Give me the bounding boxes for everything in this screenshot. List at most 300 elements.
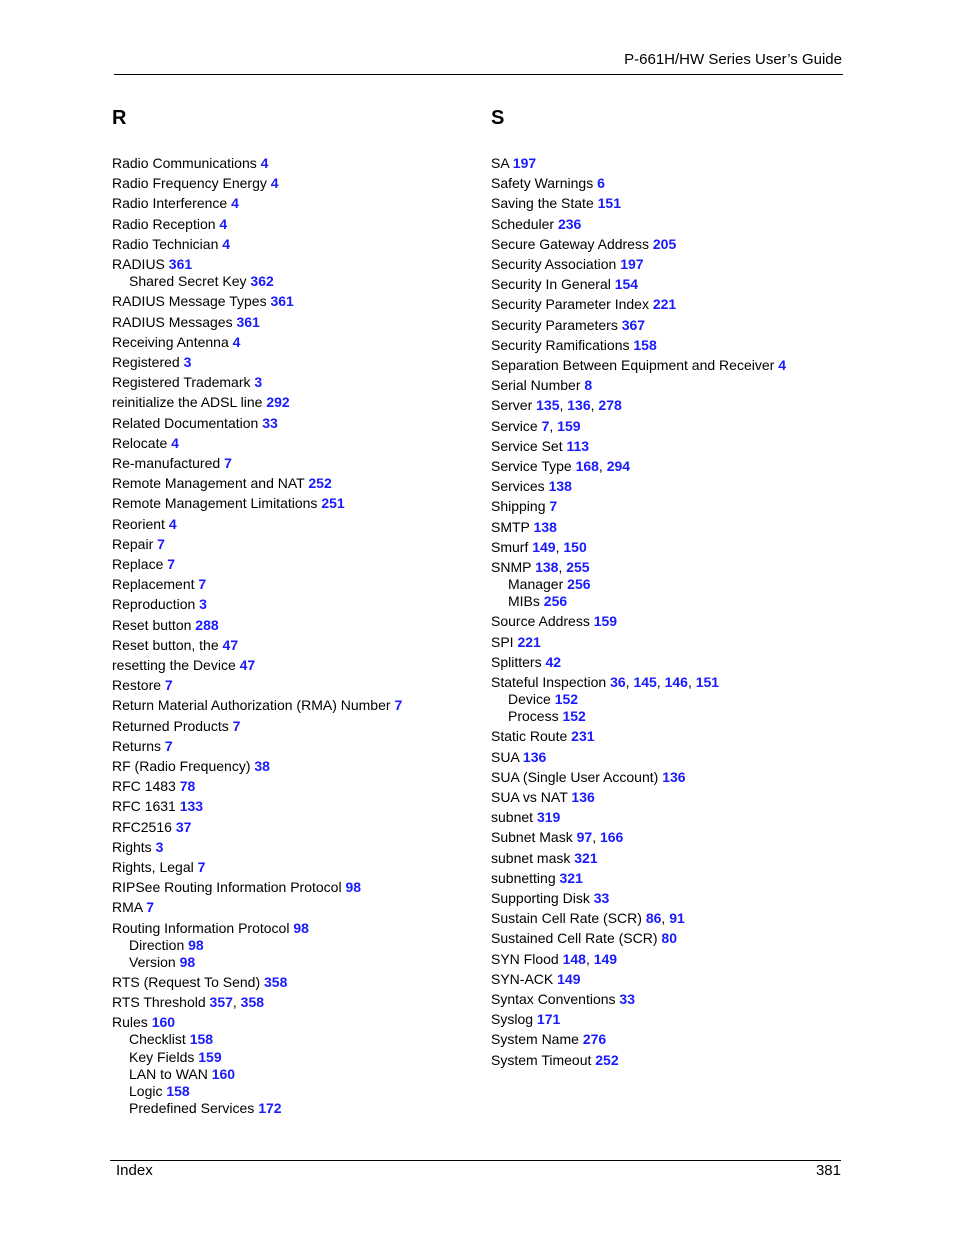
- index-term: Server: [491, 397, 533, 414]
- page-link[interactable]: 160: [211, 1065, 236, 1082]
- page-link[interactable]: 7: [157, 535, 165, 552]
- page-link[interactable]: 294: [606, 458, 631, 474]
- page-link[interactable]: 78: [179, 778, 196, 795]
- page-link[interactable]: 7: [164, 677, 173, 694]
- page-link[interactable]: 7: [232, 717, 241, 734]
- index-term: SUA: [491, 748, 520, 765]
- index-subentry: [112, 1049, 222, 1066]
- page-link[interactable]: 358: [240, 994, 265, 1011]
- index-entry: [491, 236, 676, 253]
- index-entry: [112, 394, 290, 411]
- index-term: RTS (Request To Send): [112, 973, 261, 990]
- page-link[interactable]: 236: [557, 215, 582, 232]
- index-entry: [112, 617, 219, 634]
- page-link[interactable]: 136: [571, 789, 595, 805]
- page-link[interactable]: 321: [574, 849, 598, 866]
- page-link[interactable]: 91: [669, 910, 685, 927]
- index-term: RMA: [112, 899, 143, 916]
- page-link[interactable]: 221: [652, 296, 677, 313]
- page-link[interactable]: 276: [582, 1031, 607, 1048]
- page-link[interactable]: 358: [264, 973, 288, 990]
- index-term: SYN Flood: [491, 950, 559, 967]
- page-link[interactable]: 80: [661, 930, 677, 947]
- page-link[interactable]: 7: [167, 555, 176, 572]
- index-term: Security Association: [491, 256, 617, 272]
- index-entry: [491, 749, 546, 766]
- page-link[interactable]: 138: [548, 478, 572, 495]
- page-link[interactable]: 149: [557, 970, 581, 987]
- page-link[interactable]: 145: [633, 674, 657, 690]
- page-link[interactable]: 256: [543, 593, 568, 610]
- index-term: Restore: [112, 677, 162, 694]
- index-term: Receiving Antenna: [112, 333, 229, 350]
- footer-page-number: 381: [815, 1162, 841, 1179]
- index-term: Syslog: [491, 1011, 534, 1028]
- page-link[interactable]: 292: [266, 394, 290, 411]
- index-term: Reset button, the: [112, 636, 219, 653]
- index-term: RADIUS Messages: [112, 313, 233, 330]
- index-entry: [112, 236, 230, 253]
- index-term: Service Type: [491, 458, 572, 474]
- page-link[interactable]: 7: [541, 417, 550, 434]
- page-link[interactable]: 149: [532, 538, 556, 555]
- page-link[interactable]: 158: [166, 1082, 190, 1099]
- index-term: Return Material Authorization (RMA) Number: [112, 697, 391, 714]
- page-link[interactable]: 6: [597, 175, 605, 192]
- index-term: Scheduler: [491, 215, 555, 232]
- index-entry: [491, 155, 536, 172]
- index-term: Shared Secret Key: [129, 273, 247, 290]
- index-entry: [112, 475, 332, 492]
- index-entry: [491, 357, 786, 374]
- page-link[interactable]: 98: [345, 879, 362, 896]
- index-term: Key Fields: [129, 1048, 195, 1065]
- index-entry: SYN Flood 148, 149: [491, 950, 618, 967]
- page-link[interactable]: 4: [232, 333, 241, 350]
- index-term: LAN to WAN: [129, 1065, 208, 1082]
- index-term: Radio Technician: [112, 235, 219, 252]
- index-term: Splitters: [491, 653, 542, 670]
- index-subentry: [491, 691, 578, 708]
- letter-heading-s: S: [491, 107, 505, 129]
- page-link[interactable]: 36: [610, 674, 626, 690]
- index-entry: [112, 596, 207, 613]
- index-term: RFC2516: [112, 818, 172, 835]
- index-term: SUA (Single User Account): [491, 768, 659, 785]
- index-entry: Server 135, 136, 278: [491, 397, 622, 414]
- index-entry: [491, 195, 621, 212]
- index-term: SYN-ACK: [491, 970, 554, 987]
- index-term: SMTP: [491, 518, 530, 535]
- index-term: Security Parameter Index: [491, 296, 649, 313]
- index-term: Serial Number: [491, 377, 581, 394]
- index-entry: [112, 758, 270, 775]
- page-link[interactable]: 256: [567, 576, 591, 593]
- index-term: subnet mask: [491, 849, 571, 866]
- index-entry: [491, 519, 557, 536]
- index-entry: [112, 314, 260, 331]
- page-link[interactable]: 148: [562, 950, 586, 967]
- index-term: Services: [491, 478, 545, 495]
- index-subentry: [491, 708, 586, 725]
- index-term: Security In General: [491, 276, 611, 293]
- page-link[interactable]: 47: [222, 636, 239, 653]
- index-entry: Service Type 168, 294: [491, 458, 631, 474]
- page-link[interactable]: 98: [179, 953, 196, 970]
- page-link[interactable]: 205: [652, 235, 677, 252]
- index-term: System Name: [491, 1031, 579, 1048]
- index-entry: [112, 536, 165, 553]
- index-term: SUA vs NAT: [491, 789, 568, 805]
- index-term: reinitialize the ADSL line: [112, 394, 263, 411]
- index-entry: [491, 276, 638, 293]
- page-link[interactable]: 159: [593, 613, 618, 630]
- page-link[interactable]: 3: [254, 374, 263, 391]
- index-entry: [112, 899, 154, 916]
- page-link[interactable]: 154: [614, 276, 639, 293]
- header-rule: [114, 74, 843, 75]
- index-entry: [491, 930, 677, 947]
- index-term: Radio Reception: [112, 215, 216, 232]
- page-link[interactable]: 4: [222, 235, 231, 252]
- index-term: RFC 1483: [112, 778, 176, 795]
- index-term: Source Address: [491, 613, 590, 630]
- index-term: SPI: [491, 633, 514, 650]
- page-link[interactable]: 138: [535, 559, 559, 575]
- index-term: Direction: [129, 936, 185, 953]
- index-entry: [112, 576, 206, 593]
- index-entry: [112, 718, 240, 735]
- index-entry: [491, 850, 598, 867]
- page-link[interactable]: 221: [517, 633, 541, 650]
- index-term: SNMP: [491, 559, 532, 575]
- page-link[interactable]: 47: [239, 656, 256, 673]
- index-term: Replace: [112, 555, 164, 572]
- page-link[interactable]: 38: [254, 757, 270, 774]
- index-entry: Subnet Mask 97, 166: [491, 829, 624, 846]
- index-entry: [491, 1031, 606, 1048]
- footer-rule: [110, 1160, 841, 1161]
- page-link[interactable]: 361: [168, 256, 193, 272]
- index-term: Radio Frequency Energy: [112, 175, 267, 192]
- page-link[interactable]: 171: [536, 1011, 561, 1028]
- index-term: Supporting Disk: [491, 890, 590, 906]
- index-term: Logic: [129, 1082, 163, 1099]
- page-link[interactable]: 42: [545, 653, 562, 670]
- index-entry: [112, 293, 294, 310]
- page-link[interactable]: 151: [695, 674, 720, 690]
- page-link[interactable]: 251: [321, 495, 345, 512]
- index-term: Replacement: [112, 576, 195, 593]
- index-entry: [491, 809, 560, 826]
- index-term: Sustain Cell Rate (SCR): [491, 910, 642, 927]
- index-term: resetting the Device: [112, 656, 236, 673]
- page-link[interactable]: 197: [512, 155, 537, 171]
- index-entry: [112, 435, 179, 452]
- index-term: Rights, Legal: [112, 858, 194, 875]
- index-entry: [112, 495, 345, 512]
- index-term: Remote Management Limitations: [112, 495, 318, 512]
- index-entry: [112, 859, 205, 876]
- index-entry: [491, 654, 561, 671]
- index-term: Predefined Services: [129, 1099, 255, 1116]
- index-entry: [112, 974, 287, 991]
- page-link[interactable]: 136: [662, 768, 686, 785]
- index-entry: [491, 971, 580, 988]
- index-entry: [491, 634, 541, 651]
- index-term: System Timeout: [491, 1051, 592, 1068]
- index-term: Static Route: [491, 728, 568, 745]
- page-link[interactable]: 4: [219, 215, 228, 232]
- page-link[interactable]: 33: [619, 991, 635, 1007]
- index-term: Safety Warnings: [491, 175, 594, 192]
- index-entry: Service 7, 159: [491, 417, 581, 434]
- page-link[interactable]: 3: [155, 838, 164, 855]
- index-term: Service: [491, 417, 538, 434]
- index-term: Checklist: [129, 1031, 186, 1048]
- letter-heading-r: R: [112, 107, 127, 129]
- index-entry: [112, 697, 402, 714]
- page-link[interactable]: 357: [209, 994, 233, 1011]
- header-title: P-661H/HW Series User’s Guide: [624, 51, 842, 68]
- index-term: Security Ramifications: [491, 336, 630, 353]
- index-term: Saving the State: [491, 195, 594, 212]
- page-link[interactable]: 152: [562, 708, 586, 725]
- page-link[interactable]: 98: [293, 919, 309, 936]
- index-term: Syntax Conventions: [491, 991, 616, 1007]
- index-entry: [491, 1011, 560, 1028]
- page-link[interactable]: 136: [522, 748, 547, 765]
- index-term: Registered: [112, 353, 180, 370]
- index-term: SA: [491, 155, 509, 171]
- index-entry: [491, 890, 609, 907]
- page-link[interactable]: 7: [146, 899, 155, 916]
- page-link[interactable]: 168: [575, 458, 599, 474]
- page-link[interactable]: 362: [250, 273, 274, 290]
- page-link[interactable]: 138: [533, 518, 557, 535]
- index-term: Separation Between Equipment and Receiver: [491, 357, 775, 373]
- index-entry: [491, 613, 617, 630]
- index-term: RF (Radio Frequency): [112, 757, 251, 774]
- index-entry: [112, 216, 227, 233]
- index-entry: Stateful Inspection 36, 145, 146, 151: [491, 674, 720, 690]
- index-entry: [112, 839, 163, 856]
- index-subentry: [112, 954, 195, 971]
- page-link[interactable]: 97: [576, 829, 593, 846]
- page-link[interactable]: 158: [633, 336, 657, 353]
- page-link[interactable]: 8: [584, 377, 593, 394]
- index-entry: [112, 819, 191, 836]
- index-subentry: [112, 1083, 190, 1100]
- index-term: subnet: [491, 809, 534, 826]
- index-term: Radio Communications: [112, 155, 257, 171]
- index-term: Remote Management and NAT: [112, 475, 305, 492]
- index-term: Device: [508, 691, 551, 708]
- index-entry: [112, 920, 309, 937]
- page-link[interactable]: 4: [260, 155, 269, 171]
- page-link[interactable]: 4: [231, 195, 239, 212]
- index-subentry: [112, 1066, 235, 1083]
- page-link[interactable]: 231: [571, 728, 595, 745]
- page-link[interactable]: 367: [621, 316, 646, 333]
- page-link[interactable]: 319: [536, 809, 561, 826]
- index-entry: [491, 438, 589, 455]
- page-link[interactable]: 135: [536, 397, 560, 414]
- index-term: MIBs: [508, 593, 540, 610]
- index-term: RTS Threshold: [112, 994, 206, 1011]
- index-term: Returns: [112, 737, 162, 754]
- index-entry: [491, 377, 592, 394]
- page-link[interactable]: 4: [168, 515, 177, 532]
- page-link[interactable]: 7: [164, 737, 173, 754]
- index-term: Reset button: [112, 616, 192, 633]
- index-term: Sustained Cell Rate (SCR): [491, 930, 658, 947]
- index-term: Reorient: [112, 515, 165, 532]
- page-link[interactable]: 7: [197, 858, 206, 875]
- index-entry: [112, 677, 173, 694]
- index-entry: [112, 556, 175, 573]
- index-entry: [491, 478, 572, 495]
- page-link[interactable]: 361: [236, 313, 260, 330]
- page-link[interactable]: 146: [664, 674, 688, 690]
- index-term: Secure Gateway Address: [491, 235, 649, 252]
- page-link[interactable]: 159: [557, 417, 581, 434]
- index-entry: Smurf 149, 150: [491, 538, 587, 555]
- page-link[interactable]: 37: [175, 818, 192, 835]
- index-term: RFC 1631: [112, 798, 176, 815]
- index-entry: [112, 175, 279, 192]
- footer-section: Index: [116, 1162, 153, 1179]
- index-term: Security Parameters: [491, 316, 618, 333]
- page-link[interactable]: 136: [567, 397, 591, 414]
- index-term: Returned Products: [112, 717, 229, 734]
- index-entry: [112, 1014, 175, 1031]
- page-link[interactable]: 288: [195, 616, 219, 633]
- page-link[interactable]: 4: [171, 434, 179, 451]
- page-link[interactable]: 160: [151, 1014, 176, 1031]
- page-link[interactable]: 7: [224, 454, 232, 471]
- index-term: Shipping: [491, 498, 546, 515]
- index-entry: [112, 195, 239, 212]
- index-entry: [112, 637, 238, 654]
- index-subentry: [112, 1031, 213, 1048]
- index-subentry: [491, 576, 591, 593]
- index-term: Rights: [112, 838, 152, 855]
- index-entry: [112, 778, 195, 795]
- page-link[interactable]: 7: [549, 498, 558, 515]
- index-entry: [491, 317, 645, 334]
- index-subentry: [112, 273, 274, 290]
- page-link[interactable]: 4: [778, 357, 786, 373]
- index-term: subnetting: [491, 869, 556, 886]
- page-link[interactable]: 152: [554, 691, 579, 708]
- page-link[interactable]: 159: [198, 1048, 222, 1065]
- page-link[interactable]: 3: [183, 353, 192, 370]
- index-subentry: [112, 1100, 282, 1117]
- index-term: Rules: [112, 1014, 148, 1031]
- index-entry: Sustain Cell Rate (SCR) 86, 91: [491, 910, 685, 927]
- page-link[interactable]: 7: [394, 697, 403, 714]
- index-entry: [491, 1052, 619, 1069]
- index-entry: SNMP 138, 255: [491, 559, 590, 575]
- page-link[interactable]: 252: [308, 475, 332, 492]
- index-entry: [112, 879, 361, 896]
- page-link[interactable]: 33: [262, 414, 278, 431]
- page-link[interactable]: 4: [270, 175, 279, 192]
- index-entry: [112, 155, 268, 172]
- page-link[interactable]: 255: [566, 559, 590, 575]
- page-link[interactable]: 252: [595, 1051, 619, 1068]
- index-term: RIPSee Routing Information Protocol: [112, 879, 342, 896]
- index-entry: [491, 870, 583, 887]
- page-link[interactable]: 113: [566, 437, 590, 454]
- index-term: Service Set: [491, 437, 563, 454]
- index-entry: [491, 991, 635, 1008]
- index-entry: [112, 256, 192, 273]
- page-link[interactable]: 98: [188, 936, 204, 953]
- page-link[interactable]: 33: [593, 890, 610, 906]
- page-link[interactable]: 321: [559, 869, 583, 886]
- page-link[interactable]: 7: [198, 576, 207, 593]
- index-entry: [491, 216, 581, 233]
- index-entry: [491, 769, 686, 786]
- index-entry: [491, 789, 595, 806]
- index-entry: [491, 256, 644, 273]
- index-entry: [112, 374, 262, 391]
- page-link[interactable]: 166: [599, 829, 624, 846]
- index-term: Relocate: [112, 434, 168, 451]
- index-term: Related Documentation: [112, 414, 259, 431]
- index-term: Smurf: [491, 538, 529, 555]
- index-subentry: [112, 937, 204, 954]
- index-subentry: [491, 593, 567, 610]
- index-entry: [491, 728, 595, 745]
- page-link[interactable]: 172: [258, 1099, 282, 1116]
- index-entry: [112, 657, 255, 674]
- index-entry: [112, 738, 173, 755]
- page-link[interactable]: 150: [563, 538, 587, 555]
- index-term: Radio Interference: [112, 195, 228, 212]
- index-term: Re-manufactured: [112, 454, 221, 471]
- index-entry: RTS Threshold 357, 358: [112, 994, 265, 1011]
- index-entry: [112, 798, 203, 815]
- page-link[interactable]: 278: [598, 397, 622, 414]
- index-term: Process: [508, 708, 559, 725]
- index-term: Reproduction: [112, 596, 196, 613]
- index-entry: [491, 337, 657, 354]
- index-entry: [112, 354, 191, 371]
- index-entry: [112, 415, 278, 432]
- index-term: RADIUS Message Types: [112, 293, 267, 310]
- page-link[interactable]: 197: [620, 256, 644, 272]
- page-link[interactable]: 149: [593, 950, 618, 967]
- page-link[interactable]: 158: [189, 1031, 214, 1048]
- index-term: Version: [129, 953, 176, 970]
- index-term: Repair: [112, 535, 154, 552]
- index-term: Registered Trademark: [112, 374, 251, 391]
- index-term: Stateful Inspection: [491, 674, 607, 690]
- page-link[interactable]: 133: [179, 798, 204, 815]
- page-link[interactable]: 151: [597, 195, 621, 212]
- page-link[interactable]: 86: [645, 910, 662, 927]
- index-term: Manager: [508, 576, 564, 593]
- page-link[interactable]: 3: [199, 596, 207, 613]
- index-entry: [112, 334, 240, 351]
- page-link[interactable]: 361: [270, 293, 294, 310]
- index-entry: [491, 175, 605, 192]
- index-entry: [491, 498, 557, 515]
- index-term: RADIUS: [112, 256, 165, 272]
